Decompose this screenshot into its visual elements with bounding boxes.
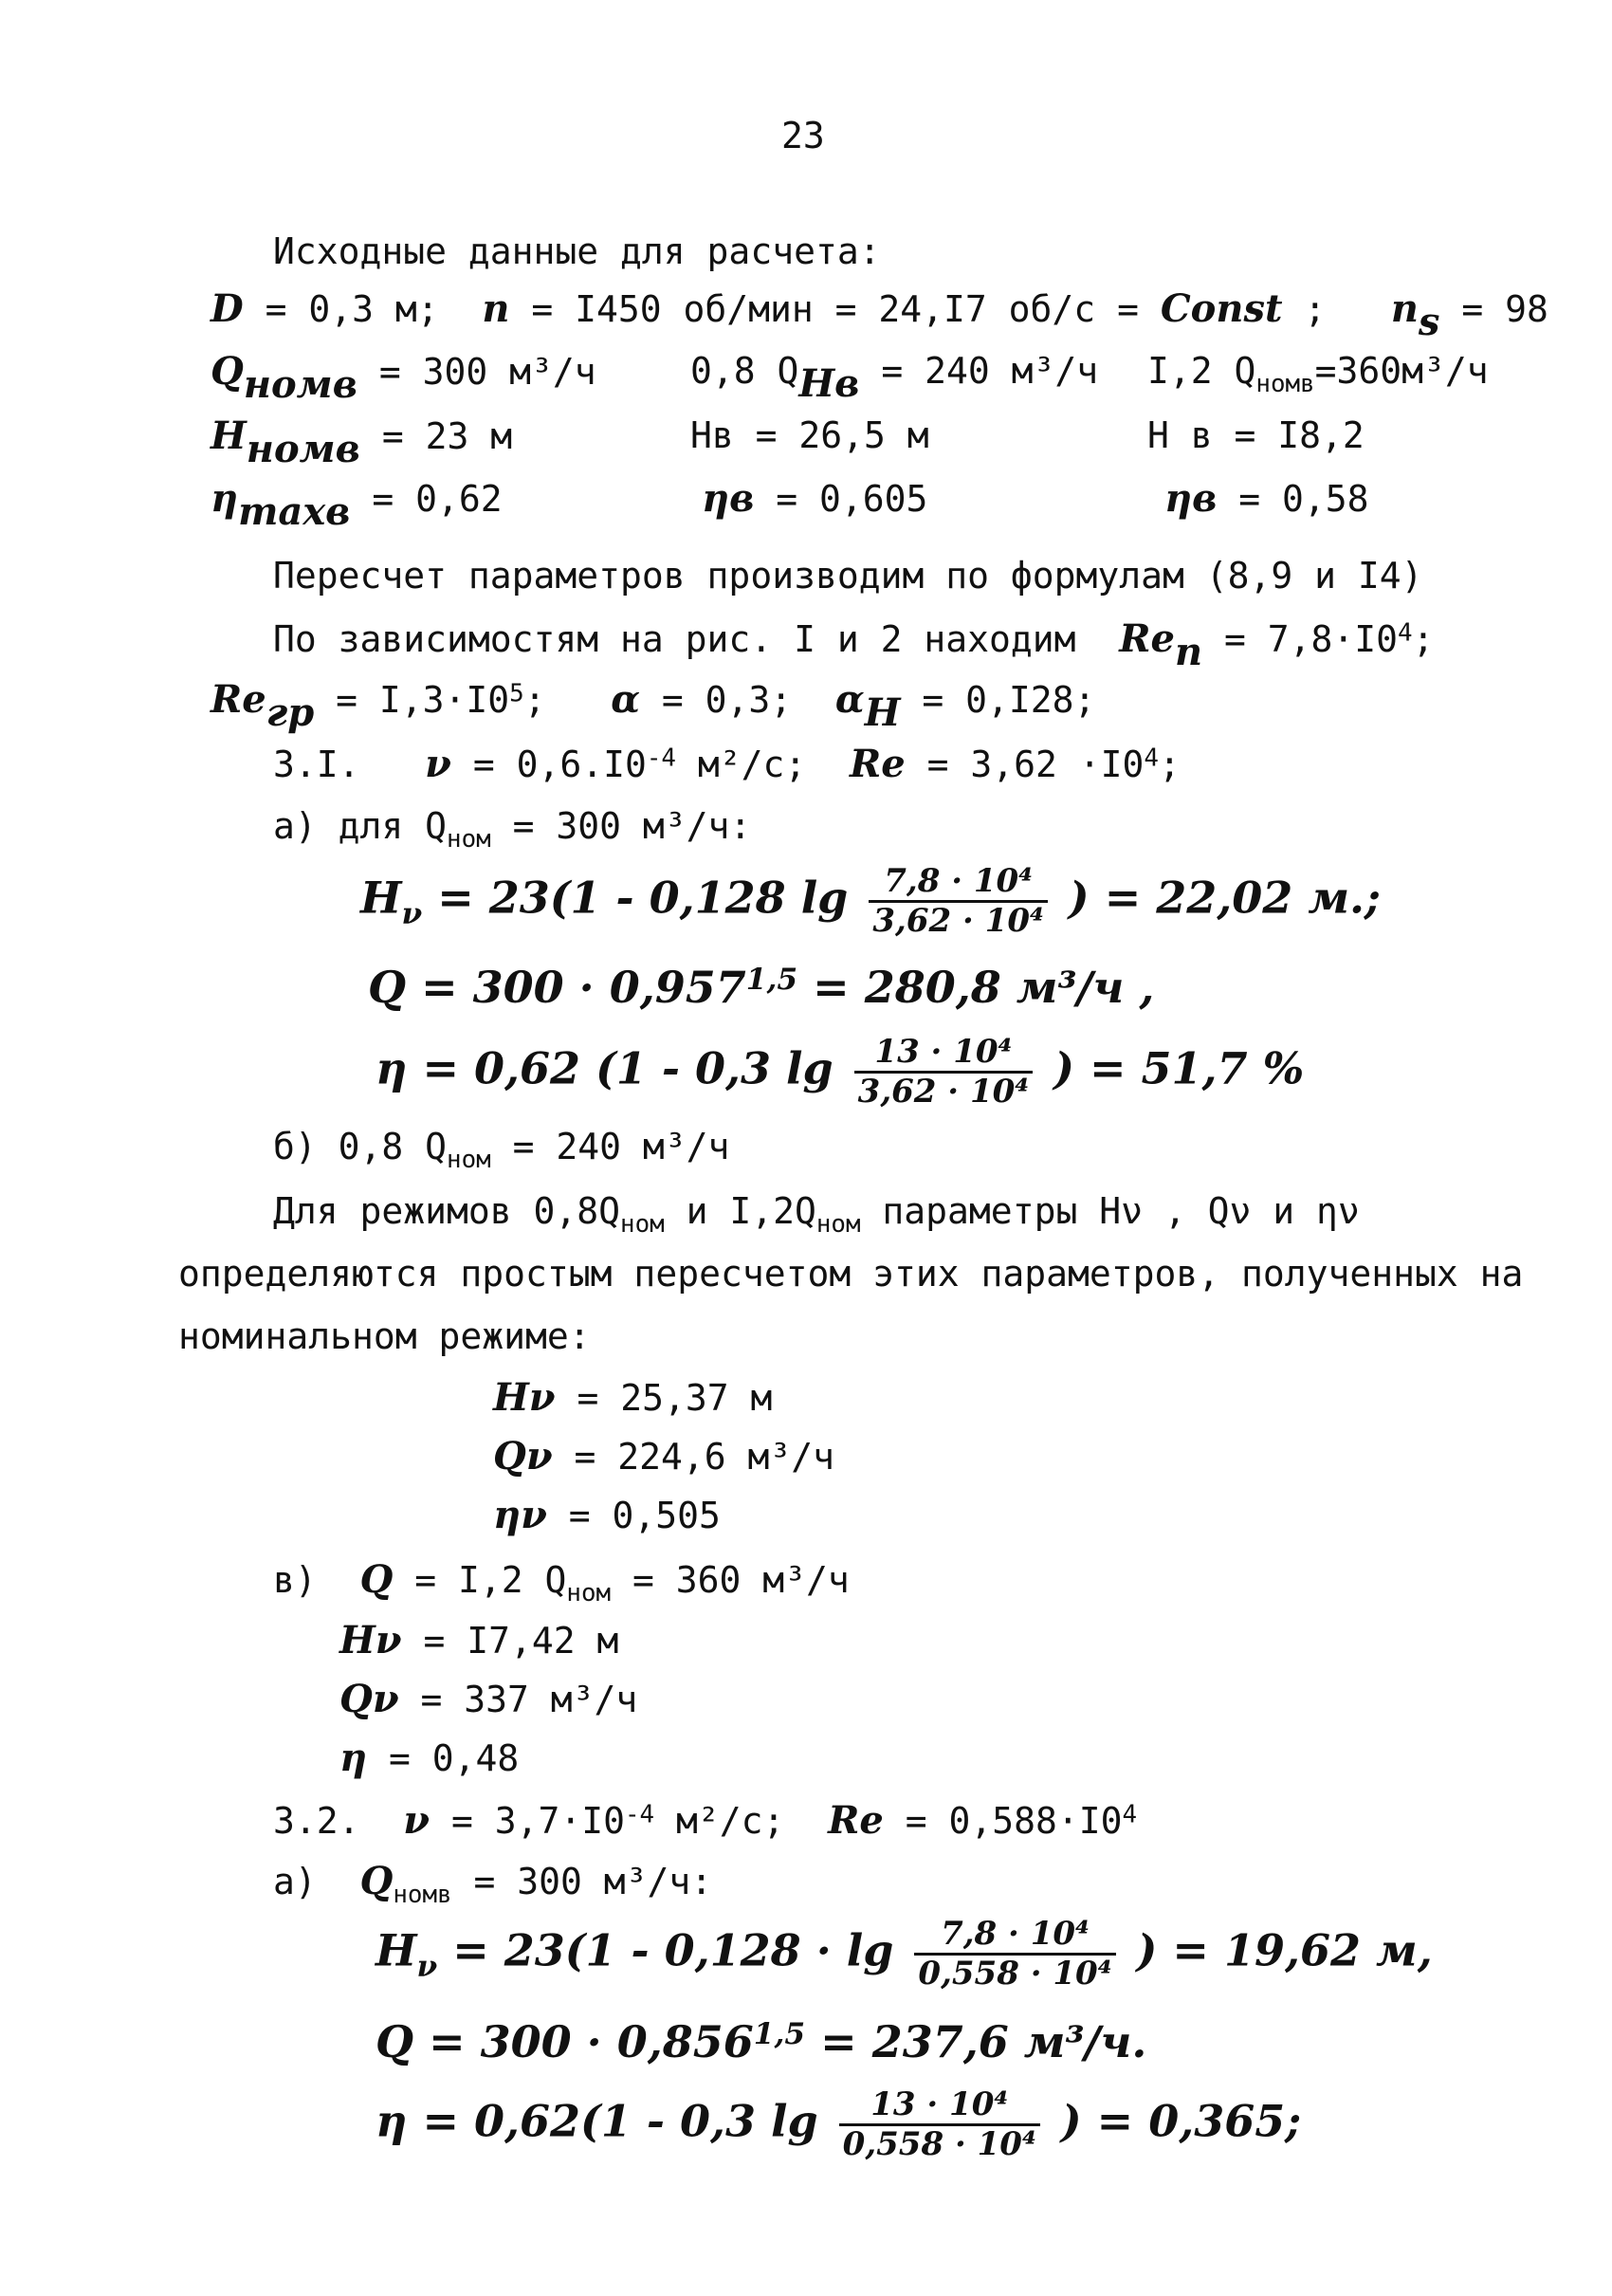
modes-line-1: Для режимов $0,8Q_{ном}$ и $I,2Q_{ном}$ параметры Hν , Qν и ην: [273, 1190, 1360, 1240]
modes-line-3: номинальном режиме:: [178, 1315, 591, 1357]
formula-3-1-q: $Q = 300 \cdot 0,957^{1,5} = 280,8$ м³/ч ,: [368, 962, 1155, 1014]
q-08-value: 0,8 $Q_{Нв} = 240$ м³/ч: [690, 350, 1099, 406]
h-08-value: Hв = 26,5 м: [690, 414, 929, 456]
re-line: $Re_{гр} = I,3\cdot I0^5$; α = 0,3; $\alpha_Н = 0,I28$;: [211, 677, 1096, 735]
b-eta-value: ην = 0,505: [493, 1493, 721, 1537]
params-line: D = 0,3 м; n = I450 об/мин = 24,I7 об/с = Const ; $n_s = 98$: [211, 286, 1548, 344]
formula-3-1-eta: η = 0,62 (1 - 0,3 lg $\frac{\text{13 · 10⁴}}{\text{3,62 · 10⁴}}$ ) = 51,7 %: [376, 1033, 1305, 1111]
v-q-value: Qν = 337 м³/ч: [339, 1677, 638, 1721]
formula-3-1-h: $H_\nu = 23(1 - 0,128$ lg $\frac{\text{7,8 · 10⁴}}{\text{3,62 · 10⁴}}$ ) = 22,02 м.;: [360, 862, 1382, 941]
b-h-value: Hν = 25,37 м: [493, 1375, 773, 1420]
v-h-value: Hν = I7,42 м: [339, 1618, 619, 1662]
section-3-1-v: в) Q = I,2 $Q_{ном} = 360$ м³/ч: [273, 1557, 850, 1608]
formula-3-2-eta: η = 0,62(1 - 0,3 lg $\frac{\text{13 · 10⁴}}{\text{0,558 · 10⁴}}$ ) = 0,365;: [376, 2085, 1302, 2164]
modes-line-2: определяются простым пересчетом этих параметров, полученных на: [178, 1253, 1524, 1295]
page-number: 23: [781, 115, 825, 156]
section-3-1-b: б) 0,8 $Q_{ном} = 240$ м³/ч: [273, 1126, 730, 1175]
section-3-2-a: а) $Q_{номв} = 300$ м³/ч:: [273, 1859, 713, 1910]
formula-3-2-h: $H_\nu = 23(1 - 0,128 \cdot \lg$ $\frac{\text{7,8 · 10⁴}}{\text{0,558 · 10⁴}}$ ) = 19,62 м,: [376, 1915, 1433, 1993]
h-nom-value: $H_{номв} = 23$ м: [211, 413, 513, 471]
dependencies-line: По зависимостям на рис. I и 2 находим $Re_п = 7,8\cdot I0^4$;: [273, 616, 1435, 674]
eta-12-value: ηв = 0,58: [1164, 476, 1369, 521]
v-eta-value: η = 0,48: [339, 1736, 520, 1780]
intro-text: Исходные данные для расчета:: [273, 230, 881, 272]
eta-max-value: $\eta_{maxв} = 0,62$: [211, 476, 503, 534]
formula-3-2-q: $Q = 300 \cdot 0,856^{1,5} = 237,6$ м³/ч.: [376, 2016, 1147, 2068]
q-nom-value: $Q_{номв} = 300$ м³/ч: [211, 349, 596, 407]
q-12-value: I,2 $Q_{номв}=360м^3/ч$: [1147, 350, 1489, 399]
section-3-2-header: 3.2. $\nu = 3,7\cdot I0^{-4}$ м²/с; $Re = 0,588\cdot I0^4$: [273, 1798, 1138, 1843]
section-3-1-header: 3.I. $\nu = 0,6.I0^{-4}$ м²/с; $Re = 3,62 \cdot I0^4$;: [273, 742, 1181, 786]
b-q-value: Qν = 224,6 м³/ч: [493, 1434, 835, 1479]
section-3-1-a: а) для $Q_{ном} = 300$ м³/ч:: [273, 805, 752, 854]
recalc-text: Пересчет параметров производим по формулам (8,9 и I4): [273, 555, 1423, 597]
eta-08-value: ηв = 0,605: [702, 476, 928, 521]
h-12-value: H в = I8,2: [1147, 414, 1365, 456]
